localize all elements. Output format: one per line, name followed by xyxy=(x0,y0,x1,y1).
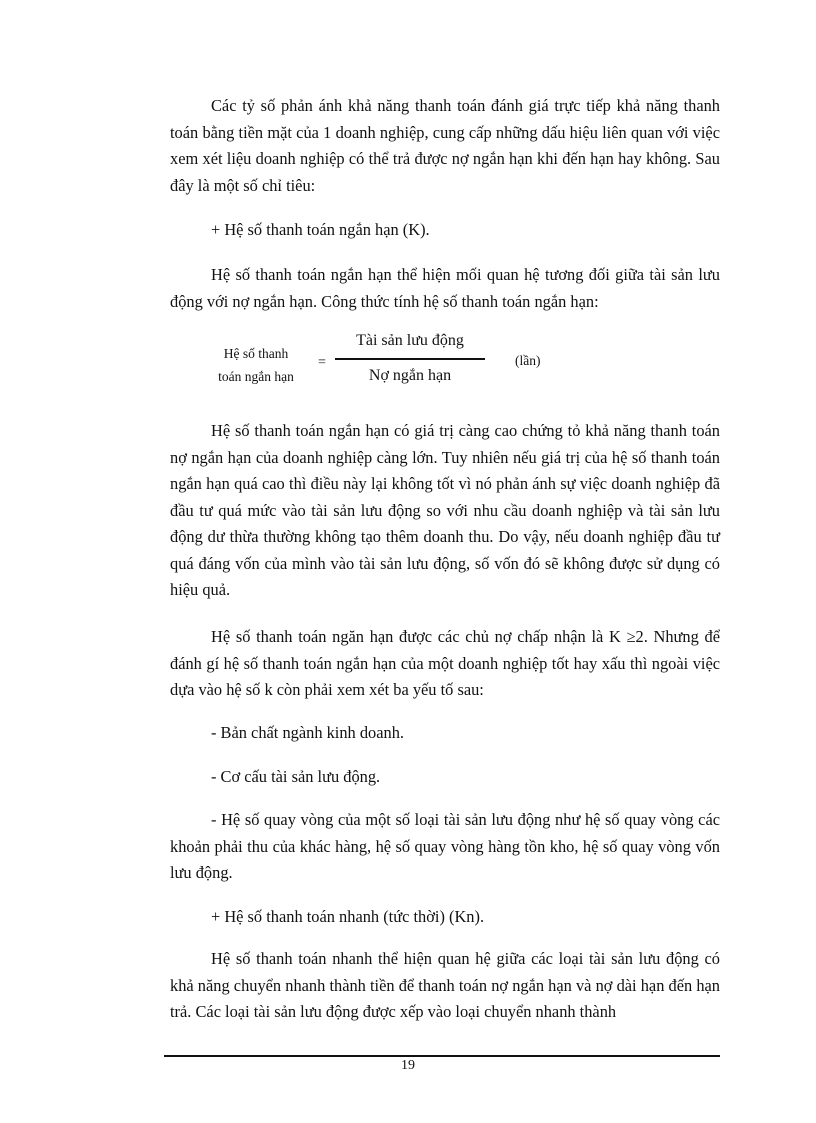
bullet-asset-structure: - Cơ cấu tài sản lưu động. xyxy=(211,767,381,786)
paragraph-current-ratio-definition: Hệ số thanh toán ngắn hạn thể hiện mối quan hệ tương đối giữa tài sản lưu động với nợ ngắn hạn. Công thức tính hệ số thanh toán ngắn hạn: xyxy=(170,265,720,311)
current-ratio-formula xyxy=(205,326,565,400)
formula-lhs-line2: toán ngắn hạn xyxy=(218,369,294,384)
page-number: 19 xyxy=(401,1058,415,1073)
paragraph-current-ratio-threshold: Hệ số thanh toán ngăn hạn được các chủ nợ chấp nhận là K ≥2. Nhưng để đánh gí hệ số thanh toán ngắn hạn của một doanh nghiệp tốt hay xấu thì ngoài việc dựa vào hệ số k còn phải xem xét ba yếu tố sau: xyxy=(170,627,720,699)
paragraph-liquidity-intro: Các tỷ số phản ánh khả năng thanh toán đánh giá trực tiếp khả năng thanh toán bằng tiền mặt của 1 doanh nghiệp, cung cấp những dấu hiệu liên quan với việc xem xét liệu doanh nghiệp có thể trả được nợ ngắn hạn khi đến hạn hay không. Sau đây là một số chỉ tiêu: xyxy=(170,96,720,195)
formula-fraction xyxy=(335,328,485,389)
formula-lhs xyxy=(205,342,307,388)
paragraph-quick-ratio-definition: Hệ số thanh toán nhanh thể hiện quan hệ giữa các loại tài sản lưu động có khả năng chuyển nhanh thành tiền để thanh toán nợ ngắn hạn và nợ dài hạn đến hạn trả. Các loại tài sản lưu động được xếp vào loại chuyển nhanh thành xyxy=(170,949,720,1021)
bullet-turnover-ratios: - Hệ số quay vòng của một số loại tài sản lưu động như hệ số quay vòng các khoản phải thu của khác hàng, hệ số quay vòng hàng tồn kho, hệ số quay vòng vốn lưu động. xyxy=(170,810,720,882)
formula-denominator: Nợ ngắn hạn xyxy=(368,366,452,384)
footer-rule xyxy=(164,1055,720,1057)
formula-unit: (lần) xyxy=(515,353,541,368)
formula-equals-sign: = xyxy=(318,355,326,370)
formula-numerator: Tài sản lưu động xyxy=(356,332,464,349)
bullet-industry-nature: - Bản chất ngành kinh doanh. xyxy=(211,723,404,742)
formula-lhs-line1: Hệ số thanh xyxy=(223,346,289,361)
heading-quick-ratio: + Hệ số thanh toán nhanh (tức thời) (Kn). xyxy=(211,907,485,926)
fraction-bar xyxy=(335,358,485,360)
paragraph-current-ratio-interpretation: Hệ số thanh toán ngắn hạn có giá trị càng cao chứng tỏ khả năng thanh toán nợ ngắn hạn của doanh nghiệp càng lớn. Tuy nhiên nếu giá trị của hệ số thanh toán ngắn hạn quá cao thì điều này lại không tốt vì nó phản ánh sự việc doanh nghiệp đã đầu tư quá mức vào tài sản lưu động so với nhu cầu doanh nghiệp và tài sản lưu động dư thừa thường không tạo thêm doanh thu. Do vậy, nếu doanh nghiệp đầu tư quá đáng vốn của mình vào tài sản lưu động, số vốn đó sẽ không được sử dụng có hiệu quả. xyxy=(170,421,720,599)
heading-current-ratio: + Hệ số thanh toán ngắn hạn (K). xyxy=(211,220,430,239)
